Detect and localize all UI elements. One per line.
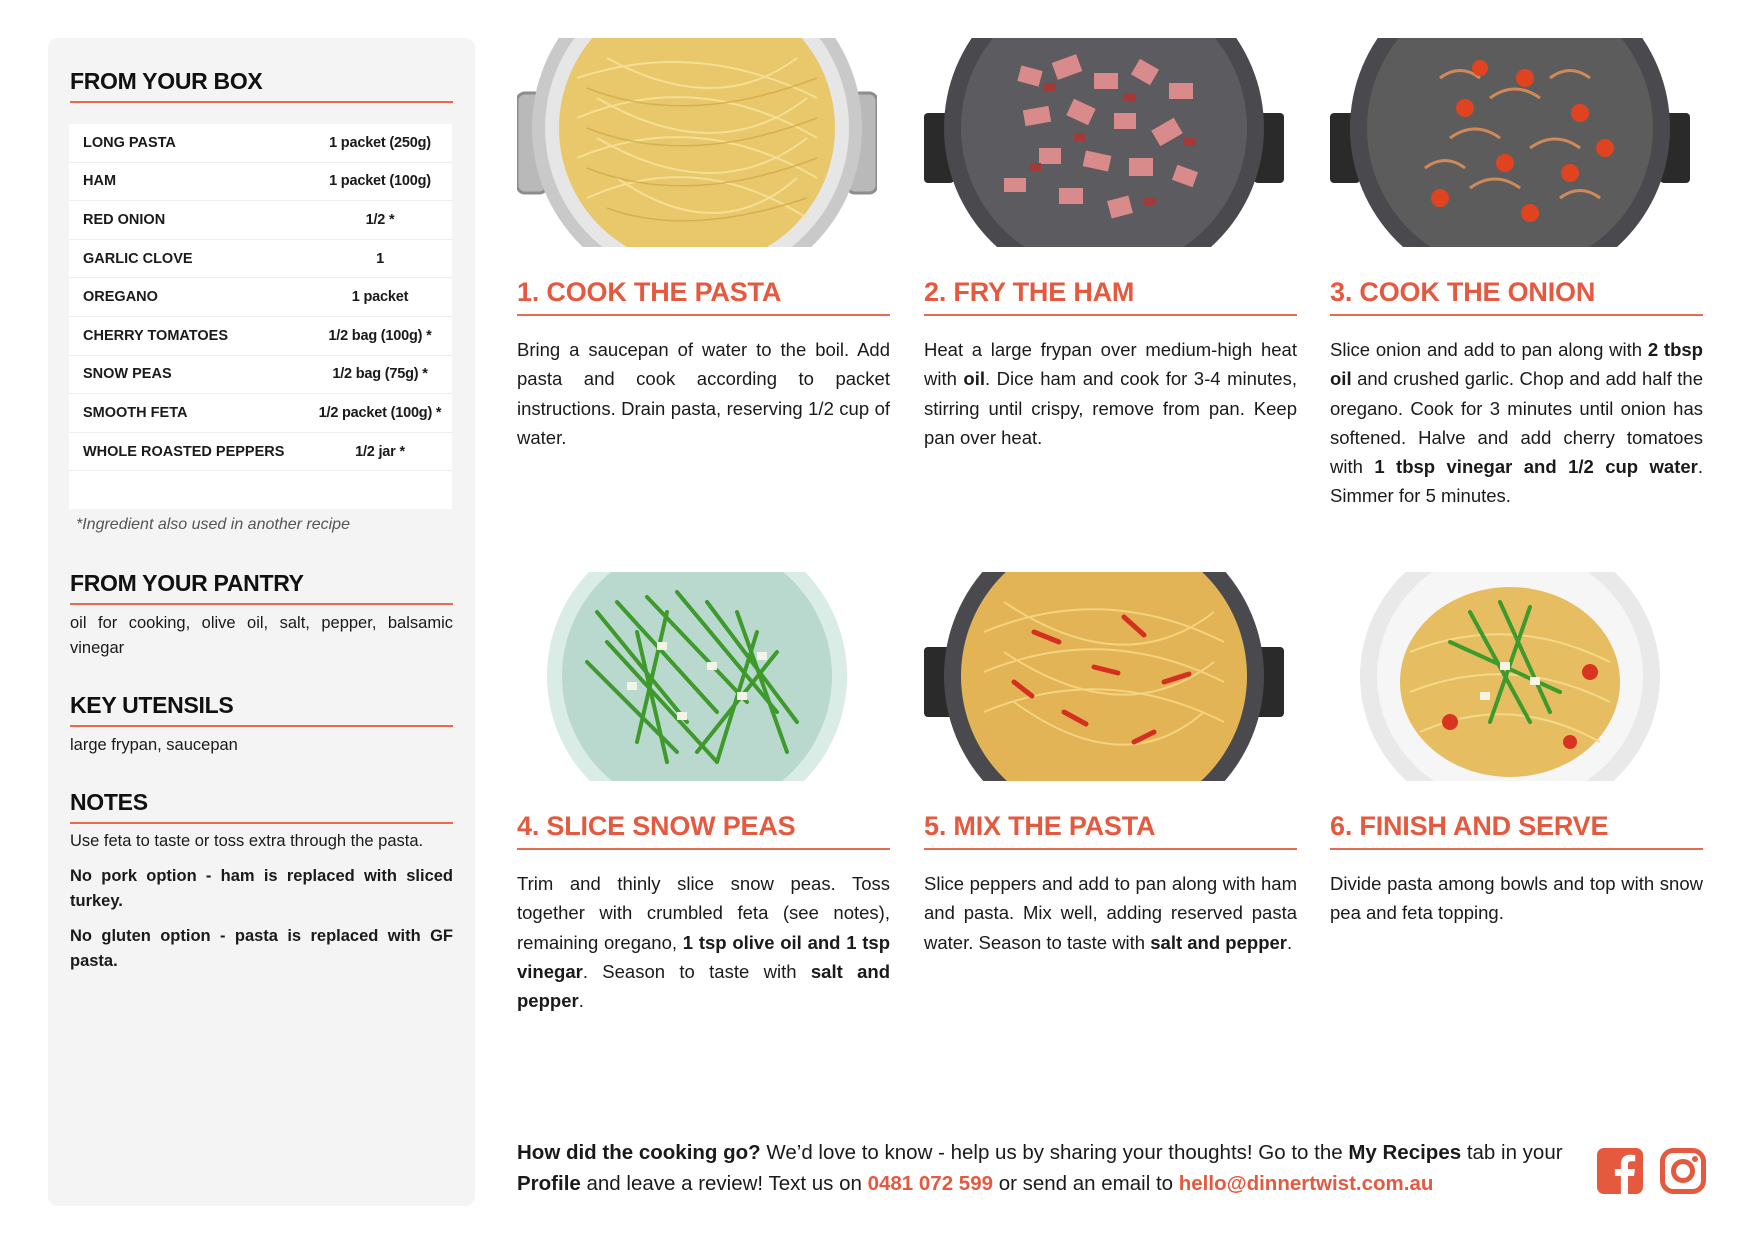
step-1-text <box>517 335 890 452</box>
instruction-text: Trim and thinly slice snow peas. Toss together with crumbled feta (see notes), remaining oregano, <box>517 873 890 953</box>
my-recipes-label: My Recipes <box>1348 1141 1462 1164</box>
step-5-text <box>924 869 1297 957</box>
emphasis-text: salt and pepper <box>517 960 890 1012</box>
instagram-icon[interactable] <box>1660 1148 1706 1194</box>
ingredient-row <box>69 201 452 240</box>
instruction-text: Slice peppers and add to pan along with ham and pasta. Mix well, adding reserved pasta water. Season to taste with <box>924 873 1297 953</box>
email-link[interactable]: hello@dinnertwist.com.au <box>1178 1172 1434 1195</box>
instruction-text: . Season to taste with <box>582 960 811 982</box>
instruction-text: . Dice ham and cook for 3-4 minutes, stirring until crispy, remove from pan. Keep pan over heat. <box>924 368 1297 448</box>
pantry-list: oil for cooking, olive oil, salt, pepper, balsamic vinegar <box>70 614 453 657</box>
step-4-text <box>517 869 890 1015</box>
ingredient-row <box>69 316 452 355</box>
step-3-title: 3. COOK THE ONION <box>1330 277 1703 316</box>
phone-link[interactable]: 0481 072 599 <box>867 1172 993 1195</box>
ingredient-name: SMOOTH FETA <box>69 394 308 433</box>
ham-in-frypan-photo <box>924 38 1284 247</box>
ingredient-row <box>69 239 452 278</box>
ingredient-name: GARLIC CLOVE <box>69 239 308 278</box>
ingredient-row <box>69 432 452 471</box>
ingredient-quantity: 1 packet <box>308 278 452 317</box>
emphasis-text: 1 tbsp vinegar and 1/2 cup water <box>1374 456 1698 478</box>
step-6-text <box>1330 869 1703 928</box>
ingredient-row <box>69 278 452 317</box>
profile-label: Profile <box>517 1172 581 1195</box>
feedback-text-4: or send an email to <box>993 1172 1179 1195</box>
instruction-text: Bring a saucepan of water to the boil. Add pasta and cook according to packet instructions. Drain pasta, reserving 1/2 cup of water. <box>517 339 890 448</box>
instruction-text: Divide pasta among bowls and top with snow pea and feta topping. <box>1330 873 1703 924</box>
ingredient-row-empty <box>69 471 452 510</box>
step-4-title: 4. SLICE SNOW PEAS <box>517 811 890 850</box>
ingredient-name: CHERRY TOMATOES <box>69 316 308 355</box>
ingredient-row <box>69 124 452 162</box>
instruction-text: . Simmer for 5 minutes. <box>1330 456 1703 507</box>
instruction-text: Slice onion and add to pan along with <box>1330 339 1648 360</box>
notes-title: NOTES <box>70 789 453 824</box>
instruction-text: and crushed garlic. Chop and add half the oregano. Cook for 3 minutes until onion has softened. Halve and add cherry tomatoes with <box>1330 368 1703 478</box>
ingredient-row <box>69 355 452 394</box>
ingredient-name: HAM <box>69 162 308 201</box>
empty-cell <box>69 471 452 510</box>
from-your-box-title: FROM YOUR BOX <box>70 68 453 103</box>
ingredient-name: LONG PASTA <box>69 124 308 162</box>
key-utensils-title: KEY UTENSILS <box>70 692 453 727</box>
step-2-text <box>924 335 1297 452</box>
emphasis-text: oil <box>963 368 986 390</box>
note-no-pork: No pork option - ham is replaced with sliced turkey. <box>70 867 453 910</box>
step-2-title: 2. FRY THE HAM <box>924 277 1297 316</box>
emphasis-text: 2 tbsp oil <box>1330 339 1703 390</box>
ingredient-quantity: 1 <box>308 239 452 278</box>
feedback-footer <box>517 1137 1577 1199</box>
ingredient-quantity: 1 packet (250g) <box>308 124 452 162</box>
note-no-gluten: No gluten option - pasta is replaced with GF pasta. <box>70 927 453 970</box>
ingredient-quantity: 1/2 * <box>308 201 452 240</box>
ingredient-quantity: 1 packet (100g) <box>308 162 452 201</box>
ingredients-table <box>69 124 452 509</box>
from-your-pantry-title: FROM YOUR PANTRY <box>70 570 453 605</box>
ingredient-quantity: 1/2 bag (100g) * <box>308 316 452 355</box>
instruction-text: Heat a large frypan over medium-high heat with <box>924 339 1297 390</box>
emphasis-text: 1 tsp olive oil and 1 tsp vinegar <box>517 931 890 982</box>
ingredient-row <box>69 162 452 201</box>
instruction-text: . <box>1286 931 1293 953</box>
emphasis-text: salt and pepper <box>1150 931 1287 953</box>
ingredient-quantity: 1/2 jar * <box>308 432 452 471</box>
pasta-in-saucepan-photo <box>517 38 877 247</box>
ingredient-name: WHOLE ROASTED PEPPERS <box>69 432 308 471</box>
utensils-list: large frypan, saucepan <box>70 736 238 754</box>
pasta-bowl-photo <box>1330 572 1690 781</box>
ingredient-footnote: *Ingredient also used in another recipe <box>76 516 350 533</box>
note-feta: Use feta to taste or toss extra through the pasta. <box>70 832 424 850</box>
step-1-title: 1. COOK THE PASTA <box>517 277 890 316</box>
ingredient-row <box>69 394 452 433</box>
feedback-text-2: tab in your <box>1461 1141 1563 1164</box>
ingredient-quantity: 1/2 packet (100g) * <box>308 394 452 433</box>
snow-pea-salad-photo <box>517 572 877 781</box>
feedback-text-1: We’d love to know - help us by sharing your thoughts! Go to the <box>760 1141 1349 1164</box>
step-5-title: 5. MIX THE PASTA <box>924 811 1297 850</box>
feedback-question: How did the cooking go? <box>517 1141 761 1164</box>
ingredient-name: RED ONION <box>69 201 308 240</box>
onion-tomatoes-frypan-photo <box>1330 38 1690 247</box>
ingredients-sidebar <box>48 38 475 1206</box>
ingredient-quantity: 1/2 bag (75g) * <box>308 355 452 394</box>
ingredient-name: SNOW PEAS <box>69 355 308 394</box>
feedback-text-3: and leave a review! Text us on <box>580 1172 868 1195</box>
step-6-title: 6. FINISH AND SERVE <box>1330 811 1703 850</box>
instruction-text: . <box>578 990 584 1012</box>
ingredient-name: OREGANO <box>69 278 308 317</box>
facebook-icon[interactable] <box>1597 1148 1643 1194</box>
step-3-text <box>1330 335 1703 511</box>
pasta-mixed-frypan-photo <box>924 572 1284 781</box>
